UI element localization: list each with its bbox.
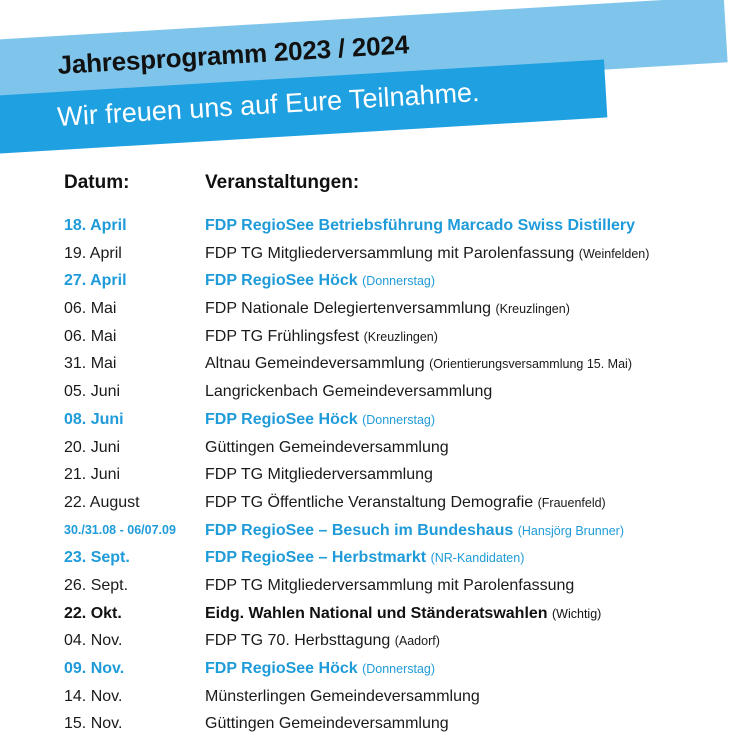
event-name: Langrickenbach Gemeindeversammlung xyxy=(205,383,493,401)
event-name: FDP RegioSee Betriebsführung Marcado Swiss Distillery xyxy=(205,217,636,234)
event-name: FDP TG Mitgliederversammlung mit Parolenfassung xyxy=(205,576,575,594)
event-title xyxy=(205,323,438,352)
event-row xyxy=(0,350,750,378)
event-name: FDP RegioSee – Besuch im Bundeshaus xyxy=(205,521,514,539)
event-row xyxy=(0,710,750,738)
event-name: Altnau Gemeindeversammlung xyxy=(205,355,425,373)
event-title xyxy=(205,544,524,573)
event-row xyxy=(0,323,750,351)
event-date: 22. Okt. xyxy=(64,604,122,622)
event-date: 22. August xyxy=(64,493,140,511)
event-title xyxy=(205,710,449,738)
event-note: (Donnerstag) xyxy=(362,662,436,676)
event-row xyxy=(0,655,750,683)
event-title xyxy=(205,461,433,489)
event-name: FDP TG 70. Herbsttagung xyxy=(205,632,391,650)
event-date: 06. Mai xyxy=(64,327,117,345)
event-row xyxy=(0,517,750,545)
event-note: (Donnerstag) xyxy=(362,274,436,289)
event-note: (Donnerstag) xyxy=(362,412,436,427)
table-header xyxy=(0,172,750,198)
event-title xyxy=(205,683,480,711)
event-row xyxy=(0,212,750,240)
event-name: FDP Nationale Delegiertenversammlung xyxy=(205,300,492,318)
event-note: (Kreuzlingen) xyxy=(363,329,438,344)
event-row xyxy=(0,627,750,655)
event-name: FDP RegioSee Höck xyxy=(205,272,358,290)
event-name: FDP RegioSee Höck xyxy=(205,660,358,677)
event-date: 30./31.08 - 06/07.09 xyxy=(64,522,176,537)
event-row xyxy=(0,295,750,323)
event-name: Güttingen Gemeindeversammlung xyxy=(205,438,449,456)
event-title xyxy=(205,378,492,406)
event-name: FDP TG Öffentliche Veranstaltung Demografie xyxy=(205,493,534,511)
event-note: (Kreuzlingen) xyxy=(495,302,570,317)
event-date: 18. April xyxy=(64,217,127,234)
page-subtitle: Wir freuen uns auf Eure Teilnahme. xyxy=(56,76,481,133)
event-list xyxy=(0,212,750,738)
event-date: 14. Nov. xyxy=(64,687,123,705)
event-column-header: Veranstaltungen: xyxy=(205,172,360,193)
event-note: (Aadorf) xyxy=(394,634,440,649)
event-row xyxy=(0,378,750,406)
event-row xyxy=(0,267,750,295)
event-row xyxy=(0,434,750,462)
event-title xyxy=(205,406,435,435)
event-note: (Hansjörg Brunner) xyxy=(517,523,624,538)
event-note: (Orientierungsversammlung 15. Mai) xyxy=(429,357,632,372)
event-title xyxy=(205,267,435,296)
event-date: 31. Mai xyxy=(64,355,117,373)
event-date: 15. Nov. xyxy=(64,715,123,733)
event-note: (Weinfelden) xyxy=(578,246,650,261)
event-name: FDP TG Mitgliederversammlung mit Parolenfassung xyxy=(205,244,575,262)
event-title xyxy=(205,240,649,269)
event-row xyxy=(0,240,750,268)
event-row xyxy=(0,489,750,517)
event-note: (NR-Kandidaten) xyxy=(430,551,525,566)
event-title xyxy=(205,212,635,240)
event-name: Münsterlingen Gemeindeversammlung xyxy=(205,687,480,705)
event-name: Eidg. Wahlen National und Ständeratswahlen xyxy=(205,604,548,622)
event-title xyxy=(205,600,601,629)
event-date: 08. Juni xyxy=(64,410,124,428)
event-title xyxy=(205,627,440,656)
event-row xyxy=(0,600,750,628)
event-title xyxy=(205,655,435,684)
event-date: 05. Juni xyxy=(64,383,121,401)
event-title xyxy=(205,517,624,546)
event-date: 06. Mai xyxy=(64,300,117,318)
event-note: (Frauenfeld) xyxy=(537,495,606,510)
event-date: 26. Sept. xyxy=(64,576,129,594)
event-row xyxy=(0,461,750,489)
event-title xyxy=(205,434,449,462)
event-name: FDP RegioSee – Herbstmarkt xyxy=(205,549,427,567)
event-date: 21. Juni xyxy=(64,466,121,484)
event-date: 27. April xyxy=(64,272,127,290)
event-row xyxy=(0,683,750,711)
event-title xyxy=(205,572,574,600)
event-date: 23. Sept. xyxy=(64,549,130,567)
page-title: Jahresprogramm 2023 / 2024 xyxy=(56,29,410,81)
event-row xyxy=(0,572,750,600)
event-title xyxy=(205,350,632,379)
event-note: (Wichtig) xyxy=(552,606,602,621)
event-name: FDP RegioSee Höck xyxy=(205,410,358,428)
event-row xyxy=(0,544,750,572)
event-title xyxy=(205,295,570,324)
event-name: FDP TG Mitgliederversammlung xyxy=(205,466,433,484)
event-date: 09. Nov. xyxy=(64,660,125,677)
event-date: 04. Nov. xyxy=(64,632,123,650)
event-name: Güttingen Gemeindeversammlung xyxy=(205,715,449,733)
event-date: 19. April xyxy=(64,244,122,262)
event-title xyxy=(205,489,606,518)
date-column-header: Datum: xyxy=(64,172,130,193)
event-date: 20. Juni xyxy=(64,438,121,456)
event-name: FDP TG Frühlingsfest xyxy=(205,327,360,345)
event-row xyxy=(0,406,750,434)
